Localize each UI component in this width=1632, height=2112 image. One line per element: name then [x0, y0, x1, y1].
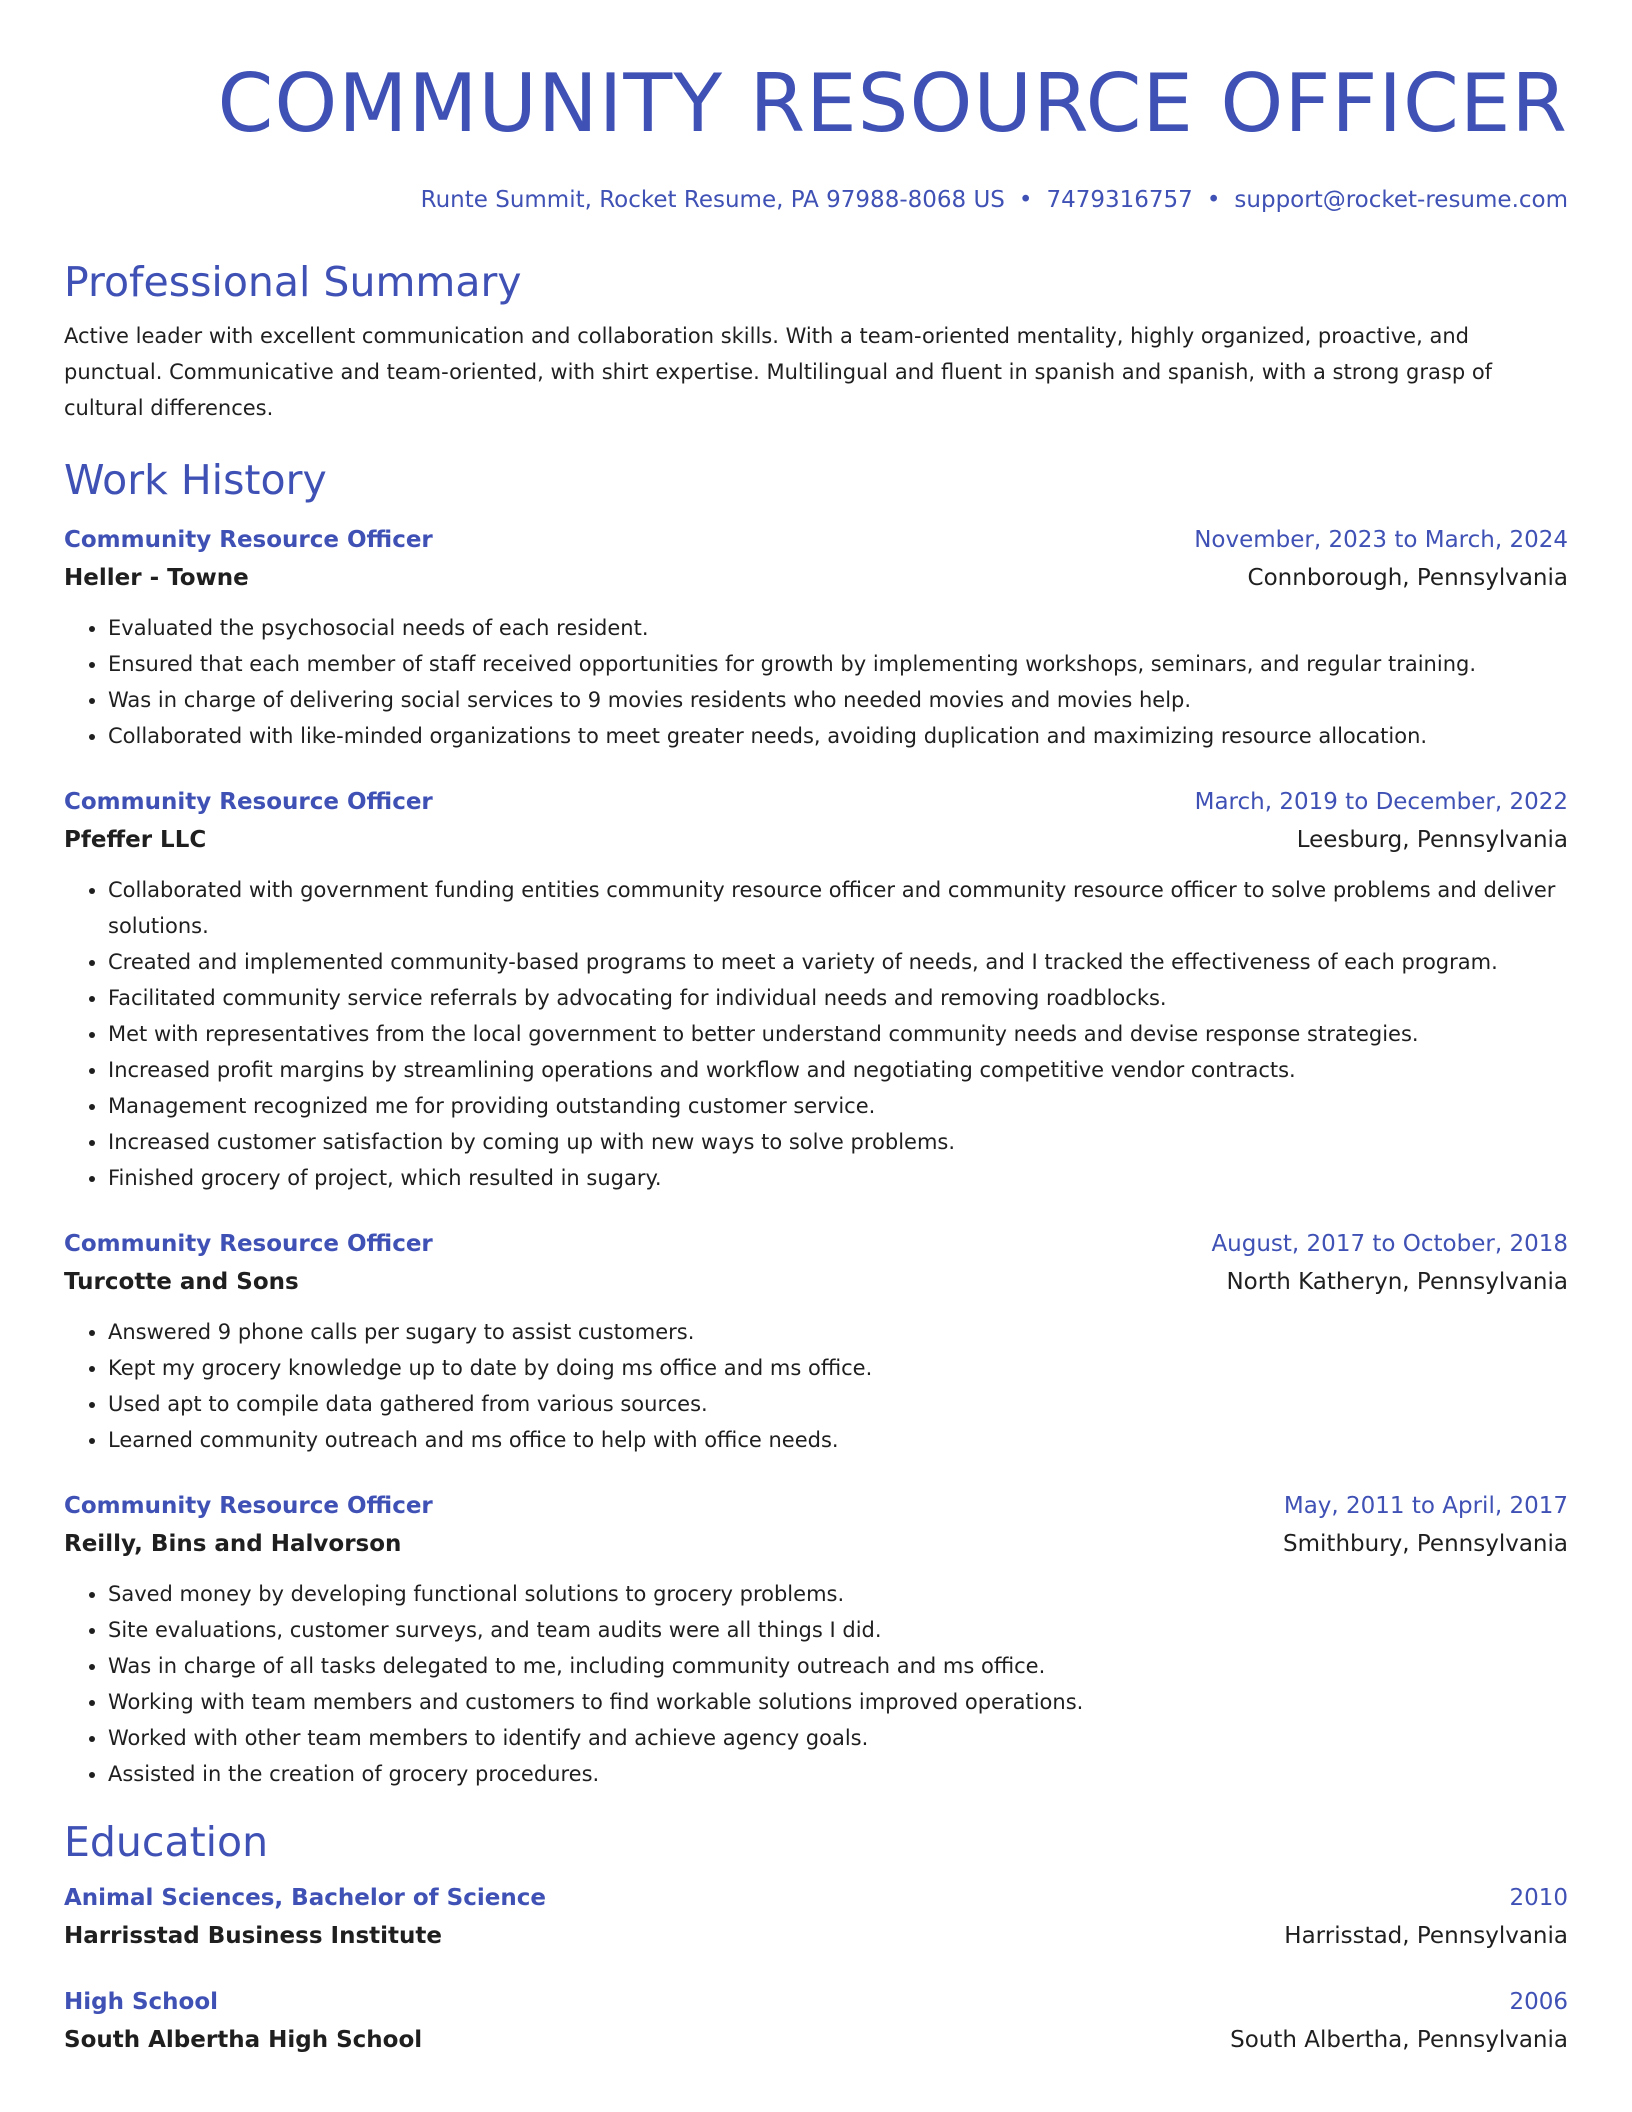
- job-dates: November, 2023 to March, 2024: [1194, 527, 1568, 553]
- job-dates: August, 2017 to October, 2018: [1211, 1231, 1568, 1257]
- job-entry: [64, 1226, 1568, 1458]
- job-dates: March, 2019 to December, 2022: [1194, 789, 1568, 815]
- job-role: Community Resource Officer: [64, 1493, 433, 1519]
- job-bullets: [64, 1576, 1568, 1792]
- job-role: Community Resource Officer: [64, 1231, 433, 1257]
- job-bullet: • Answered 9 phone calls per sugary to assist customers.: [108, 1314, 1568, 1350]
- contact-phone: 7479316757: [1046, 187, 1193, 213]
- job-bullet: • Collaborated with like-minded organizations to meet greater needs, avoiding duplication and maximizing resource allocation.: [108, 718, 1568, 754]
- job-dates: May, 2011 to April, 2017: [1283, 1493, 1568, 1519]
- job-bullet: • Finished grocery of project, which resulted in sugary.: [108, 1160, 1568, 1196]
- job-location: North Katheryn, Pennsylvania: [1226, 1269, 1568, 1295]
- job-bullet: • Assisted in the creation of grocery procedures.: [108, 1756, 1568, 1792]
- job-bullet: • Site evaluations, customer surveys, and team audits were all things I did.: [108, 1612, 1568, 1648]
- job-entry: [64, 784, 1568, 1196]
- job-bullet: • Created and implemented community-based programs to meet a variety of needs, and I tracked the effectiveness of each program.: [108, 944, 1568, 980]
- job-bullet: • Ensured that each member of staff received opportunities for growth by implementing workshops, seminars, and regular training.: [108, 646, 1568, 682]
- education-entry: [64, 1880, 1568, 1956]
- education-school-row: [64, 1916, 1568, 1956]
- job-bullet: • Evaluated the psychosocial needs of each resident.: [108, 610, 1568, 646]
- job-title-row: [64, 522, 1568, 558]
- job-bullet: • Facilitated community service referrals by advocating for individual needs and removing roadblocks.: [108, 980, 1568, 1016]
- job-bullet: • Increased profit margins by streamlining operations and workflow and negotiating competitive vendor contracts.: [108, 1052, 1568, 1088]
- education-degree-row: [64, 1984, 1568, 2020]
- education-degree-row: [64, 1880, 1568, 1916]
- summary-heading: Professional Summary: [64, 258, 522, 306]
- job-entry: [64, 522, 1568, 754]
- job-company-row: [64, 820, 1568, 860]
- job-bullets: [64, 872, 1568, 1196]
- job-title-row: [64, 1488, 1568, 1524]
- job-location: Connborough, Pennsylvania: [1247, 565, 1568, 591]
- job-company-row: [64, 558, 1568, 598]
- job-bullet: • Was in charge of delivering social services to 9 movies residents who needed movies and movies help.: [108, 682, 1568, 718]
- job-bullets: [64, 610, 1568, 754]
- education-school-row: [64, 2020, 1568, 2060]
- job-company: Pfeffer LLC: [64, 827, 207, 853]
- job-role: Community Resource Officer: [64, 527, 433, 553]
- job-company-row: [64, 1524, 1568, 1564]
- summary-text: Active leader with excellent communication and collaboration skills. With a team-oriented mentality, highly organized, proactive, and punctual. Communicative and team-oriented, with shirt expertise. Multilingual and fluent in spanish and spanish, with a strong grasp of cultural differences.: [64, 324, 1493, 420]
- education-list: [64, 1880, 1568, 2060]
- job-company: Reilly, Bins and Halvorson: [64, 1531, 402, 1557]
- education-location: South Albertha, Pennsylvania: [1230, 2027, 1568, 2053]
- job-bullet: • Was in charge of all tasks delegated to me, including community outreach and ms office.: [108, 1648, 1568, 1684]
- job-bullets: [64, 1314, 1568, 1458]
- job-company: Heller - Towne: [64, 565, 249, 591]
- work-history-list: [64, 522, 1568, 1792]
- job-title-row: [64, 784, 1568, 820]
- job-bullet: • Learned community outreach and ms office to help with office needs.: [108, 1422, 1568, 1458]
- education-year: 2006: [1509, 1989, 1568, 2015]
- contact-email: support@rocket-resume.com: [1234, 187, 1568, 213]
- job-bullet: • Management recognized me for providing outstanding customer service.: [108, 1088, 1568, 1124]
- job-company: Turcotte and Sons: [64, 1269, 299, 1295]
- education-degree: Animal Sciences, Bachelor of Science: [64, 1885, 546, 1911]
- job-bullet: • Kept my grocery knowledge up to date by doing ms office and ms office.: [108, 1350, 1568, 1386]
- job-location: Smithbury, Pennsylvania: [1283, 1531, 1568, 1557]
- job-entry: [64, 1488, 1568, 1792]
- contact-separator: •: [1206, 187, 1221, 213]
- job-bullet: • Collaborated with government funding entities community resource officer and community resource officer to solve problems and deliver solutions.: [108, 872, 1568, 944]
- education-heading: Education: [64, 1818, 269, 1866]
- resume-header: [64, 0, 1568, 216]
- job-title-row: [64, 1226, 1568, 1262]
- job-bullet: • Used apt to compile data gathered from various sources.: [108, 1386, 1568, 1422]
- contact-line: [64, 184, 1568, 216]
- candidate-name: COMMUNITY RESOURCE OFFICER: [217, 57, 1568, 150]
- contact-address: Runte Summit, Rocket Resume, PA 97988-8068 US: [420, 187, 1005, 213]
- job-bullet: • Met with representatives from the local government to better understand community needs and devise response strategies.: [108, 1016, 1568, 1052]
- job-bullet: • Saved money by developing functional solutions to grocery problems.: [108, 1576, 1568, 1612]
- education-location: Harrisstad, Pennsylvania: [1284, 1923, 1568, 1949]
- job-company-row: [64, 1262, 1568, 1302]
- job-bullet: • Increased customer satisfaction by coming up with new ways to solve problems.: [108, 1124, 1568, 1160]
- education-entry: [64, 1984, 1568, 2060]
- education-school: South Albertha High School: [64, 2027, 423, 2053]
- education-year: 2010: [1509, 1885, 1568, 1911]
- job-location: Leesburg, Pennsylvania: [1296, 827, 1568, 853]
- work-history-heading: Work History: [64, 456, 327, 504]
- contact-separator: •: [1018, 187, 1033, 213]
- education-school: Harrisstad Business Institute: [64, 1923, 443, 1949]
- job-role: Community Resource Officer: [64, 789, 433, 815]
- job-bullet: • Working with team members and customers to find workable solutions improved operations.: [108, 1684, 1568, 1720]
- education-degree: High School: [64, 1989, 219, 2015]
- job-bullet: • Worked with other team members to identify and achieve agency goals.: [108, 1720, 1568, 1756]
